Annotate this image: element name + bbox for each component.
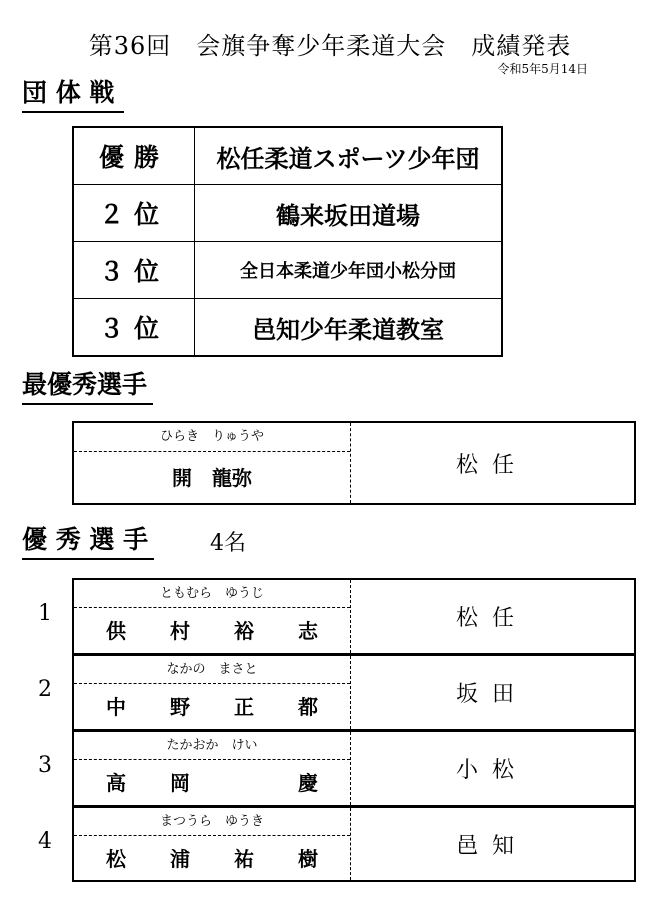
rank-cell: ３位 bbox=[73, 242, 195, 299]
player-team: 邑知 bbox=[455, 833, 528, 859]
name-char: 樹 bbox=[298, 847, 318, 871]
player-team: 小松 bbox=[455, 758, 528, 783]
player-name bbox=[74, 837, 350, 881]
player-name bbox=[74, 609, 350, 653]
name-char: 岡 bbox=[170, 771, 190, 795]
name-char: 野 bbox=[170, 695, 190, 719]
player-team: 松任 bbox=[455, 606, 528, 631]
name-char: 供 bbox=[106, 619, 126, 643]
table-row bbox=[73, 127, 502, 185]
excellent-count: 4名 bbox=[210, 531, 246, 556]
name-char bbox=[234, 761, 254, 805]
player-box bbox=[72, 806, 636, 882]
player-team: 坂田 bbox=[455, 682, 528, 707]
name-char: 正 bbox=[234, 695, 254, 719]
name-char: 都 bbox=[298, 695, 318, 719]
furigana: たかおか けい bbox=[74, 732, 350, 760]
name-char: 志 bbox=[298, 619, 318, 643]
rank-number: 1 bbox=[38, 601, 52, 626]
rank-number: 4 bbox=[38, 829, 52, 854]
page-title: 第36回 会旗争奪少年柔道大会 成績発表 bbox=[88, 32, 572, 60]
name-char: 中 bbox=[106, 695, 126, 719]
furigana: まつうら ゆうき bbox=[74, 808, 350, 836]
mvp-section-heading: 最優秀選手 bbox=[22, 368, 153, 405]
name-char: 松 bbox=[106, 847, 126, 871]
table-row bbox=[73, 242, 502, 299]
team-name-cell: 松任柔道スポーツ少年団 bbox=[195, 127, 503, 185]
player-box bbox=[72, 730, 636, 807]
rank-number: 2 bbox=[38, 677, 52, 702]
player-name bbox=[74, 685, 350, 729]
furigana: ともむら ゆうじ bbox=[74, 580, 350, 608]
name-char: 祐 bbox=[234, 847, 254, 871]
rank-number: 3 bbox=[38, 753, 52, 778]
team-results-table bbox=[72, 126, 503, 357]
table-row bbox=[73, 299, 502, 357]
name-char: 浦 bbox=[170, 847, 190, 871]
mvp-player-box bbox=[72, 421, 636, 505]
furigana: なかの まさと bbox=[74, 656, 350, 684]
player-box bbox=[72, 578, 636, 655]
rank-cell: ３位 bbox=[73, 299, 195, 357]
rank-cell: 優勝 bbox=[73, 127, 195, 185]
furigana: ひらき りゅうや bbox=[74, 423, 350, 452]
rank-cell: ２位 bbox=[73, 185, 195, 242]
date-label: 令和5年5月14日 bbox=[497, 62, 588, 76]
excellent-section-heading: 優 秀 選 手 bbox=[22, 523, 154, 560]
player-box bbox=[72, 654, 636, 731]
player-team: 松任 bbox=[455, 452, 528, 478]
name-char: 裕 bbox=[234, 619, 254, 643]
player-name bbox=[74, 761, 350, 805]
name-char: 村 bbox=[170, 619, 190, 643]
team-name-cell: 全日本柔道少年団小松分団 bbox=[195, 242, 503, 299]
team-section-heading: 団 体 戦 bbox=[22, 76, 124, 113]
name-char: 慶 bbox=[298, 771, 318, 795]
player-name: 開 龍弥 bbox=[172, 466, 252, 490]
name-char: 高 bbox=[106, 771, 126, 795]
team-name-cell: 鶴来坂田道場 bbox=[195, 185, 503, 242]
team-name-cell: 邑知少年柔道教室 bbox=[195, 299, 503, 357]
table-row bbox=[73, 185, 502, 242]
